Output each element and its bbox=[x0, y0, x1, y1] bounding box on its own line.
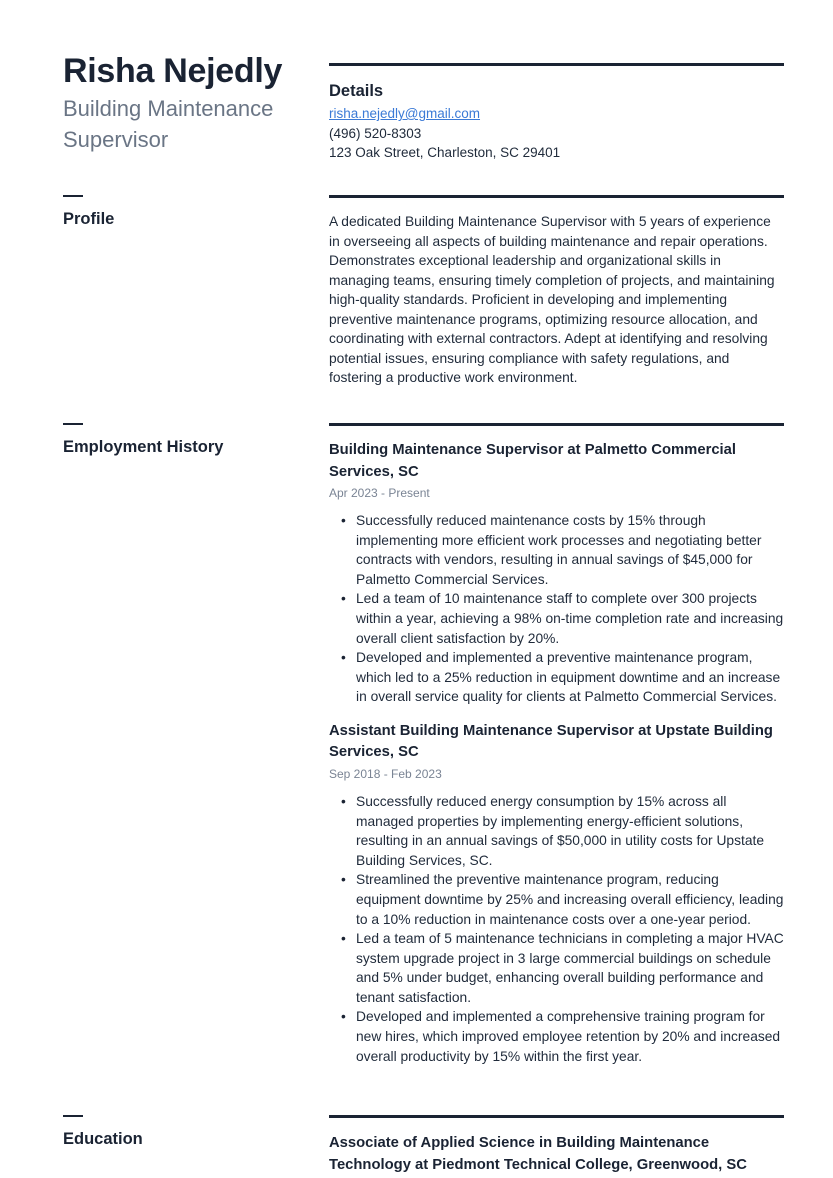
education-title: Associate of Applied Science in Building Maintenance Technology at Piedmont Technical College, Greenwood, SC bbox=[329, 1135, 747, 1173]
profile-dash bbox=[63, 195, 83, 197]
education-dash bbox=[63, 1115, 83, 1117]
job-bullet: • Led a team of 5 maintenance technicians in completing a major HVAC system upgrade project in 3 large commercial buildings on schedule and 5% under budget, enhancing overall building performance and tenant satisfaction. bbox=[341, 929, 785, 1007]
job-bullet: • Successfully reduced maintenance costs by 15% through implementing more efficient work processes and negotiating better contracts with vendors, resulting in annual savings of $45,000 for Palmetto Commercial Services. bbox=[341, 511, 785, 589]
education-section bbox=[329, 1133, 785, 1176]
address: 123 Oak Street, Charleston, SC 29401 bbox=[329, 145, 561, 160]
profile-text: A dedicated Building Maintenance Supervisor with 5 years of experience in overseeing all aspects of building maintenance and repair operations. Demonstrates exceptional leadership and organizational skills in managing teams, ensuring timely completion of projects, and maintaining high-quality standards. Proficient in developing and implementing preventive maintenance programs, optimizing resource allocation, and coordinating with external contractors. Adept at identifying and resolving potential issues, ensuring compliance with safety regulations, and fostering a productive work environment. bbox=[329, 214, 775, 385]
job-entry bbox=[329, 721, 785, 1066]
employment-heading: Employment History bbox=[63, 438, 224, 456]
job-bullet: • Led a team of 10 maintenance staff to complete over 300 projects within a year, achieving a 98% on-time completion rate and increasing overall client satisfaction by 20%. bbox=[341, 589, 785, 648]
job-bullet: • Streamlined the preventive maintenance program, reducing equipment downtime by 25% and increasing overall efficiency, leading to a 10% reduction in maintenance costs over a one-year period. bbox=[341, 870, 785, 929]
candidate-role: Building Maintenance Supervisor bbox=[63, 96, 274, 152]
employment-divider bbox=[329, 423, 784, 426]
job-bullet: • Successfully reduced energy consumption by 15% across all managed properties by implementing energy-efficient solutions, resulting in an annual savings of $50,000 in utility costs for Upstate Building Services, SC. bbox=[341, 792, 785, 870]
job-dates: Apr 2023 - Present bbox=[329, 486, 430, 500]
employment-section bbox=[329, 440, 785, 1080]
candidate-name: Risha Nejedly bbox=[63, 52, 283, 90]
job-bullets bbox=[329, 511, 785, 707]
details-divider bbox=[329, 63, 784, 66]
profile-heading: Profile bbox=[63, 210, 115, 228]
employment-dash bbox=[63, 423, 83, 425]
job-bullet: • Developed and implemented a comprehensive training program for new hires, which improved employee retention by 20% and increased overall productivity by 15% within the first year. bbox=[341, 1007, 785, 1066]
job-bullet: • Developed and implemented a preventive maintenance program, which led to a 25% reduction in equipment downtime and an increase in overall service quality for clients at Palmetto Commercial Services. bbox=[341, 648, 785, 707]
profile-section bbox=[329, 212, 785, 388]
education-heading: Education bbox=[63, 1130, 143, 1148]
job-entry bbox=[329, 440, 785, 707]
job-title: Assistant Building Maintenance Supervisor at Upstate Building Services, SC bbox=[329, 722, 773, 761]
job-dates: Sep 2018 - Feb 2023 bbox=[329, 766, 442, 781]
job-title: Building Maintenance Supervisor at Palmetto Commercial Services, SC bbox=[329, 442, 737, 480]
details-heading: Details bbox=[329, 82, 384, 100]
education-divider bbox=[329, 1115, 784, 1118]
job-bullets bbox=[329, 792, 785, 1066]
details-section bbox=[329, 82, 785, 163]
email-link[interactable]: risha.nejedly@gmail.com bbox=[329, 106, 481, 121]
profile-divider bbox=[329, 195, 784, 198]
phone-number: (496) 520-8303 bbox=[329, 125, 422, 141]
